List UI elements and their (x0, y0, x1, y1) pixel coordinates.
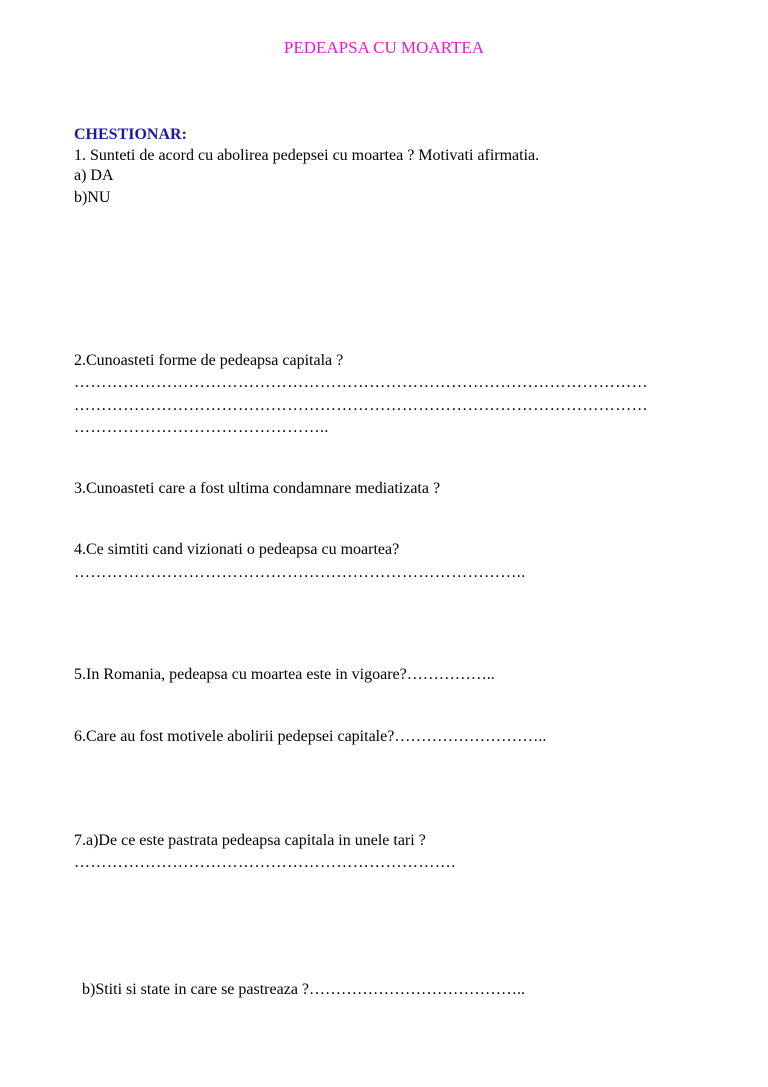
question-2: 2.Cunoasteti forme de pedeapsa capitala ? (74, 352, 344, 369)
question-2-answer-line-2: …………………………………………………………………………………………… (74, 397, 648, 414)
question-2-answer-line-1: …………………………………………………………………………………………… (74, 374, 648, 391)
question-7a: 7.a)De ce este pastrata pedeapsa capitala in unele tari ? (74, 832, 426, 849)
question-4: 4.Ce simtiti cand vizionati o pedeapsa cu moartea? (74, 541, 400, 558)
question-1-option-a: a) DA (74, 167, 114, 184)
question-7b: b)Stiti si state in care se pastreaza ?………………………………….. (82, 981, 526, 998)
question-7a-answer-line: ……………………………………………………………. (74, 854, 456, 871)
question-1-option-b: b)NU (74, 189, 111, 206)
question-4-answer-line: ……………………………………………………………………….. (74, 564, 526, 581)
question-5: 5.In Romania, pedeapsa cu moartea este in vigoare?…………….. (74, 666, 495, 683)
document-title: PEDEAPSA CU MOARTEA (283, 38, 485, 57)
question-2-answer-line-3: ……………………………………….. (74, 419, 329, 436)
questionnaire-heading: CHESTIONAR: (74, 126, 187, 143)
question-6: 6.Care au fost motivele abolirii pedepsei capitale?……………………….. (74, 728, 547, 745)
question-3: 3.Cunoasteti care a fost ultima condamnare mediatizata ? (74, 480, 441, 497)
question-1: 1. Sunteti de acord cu abolirea pedepsei cu moartea ? Motivati afirmatia. (74, 147, 540, 164)
